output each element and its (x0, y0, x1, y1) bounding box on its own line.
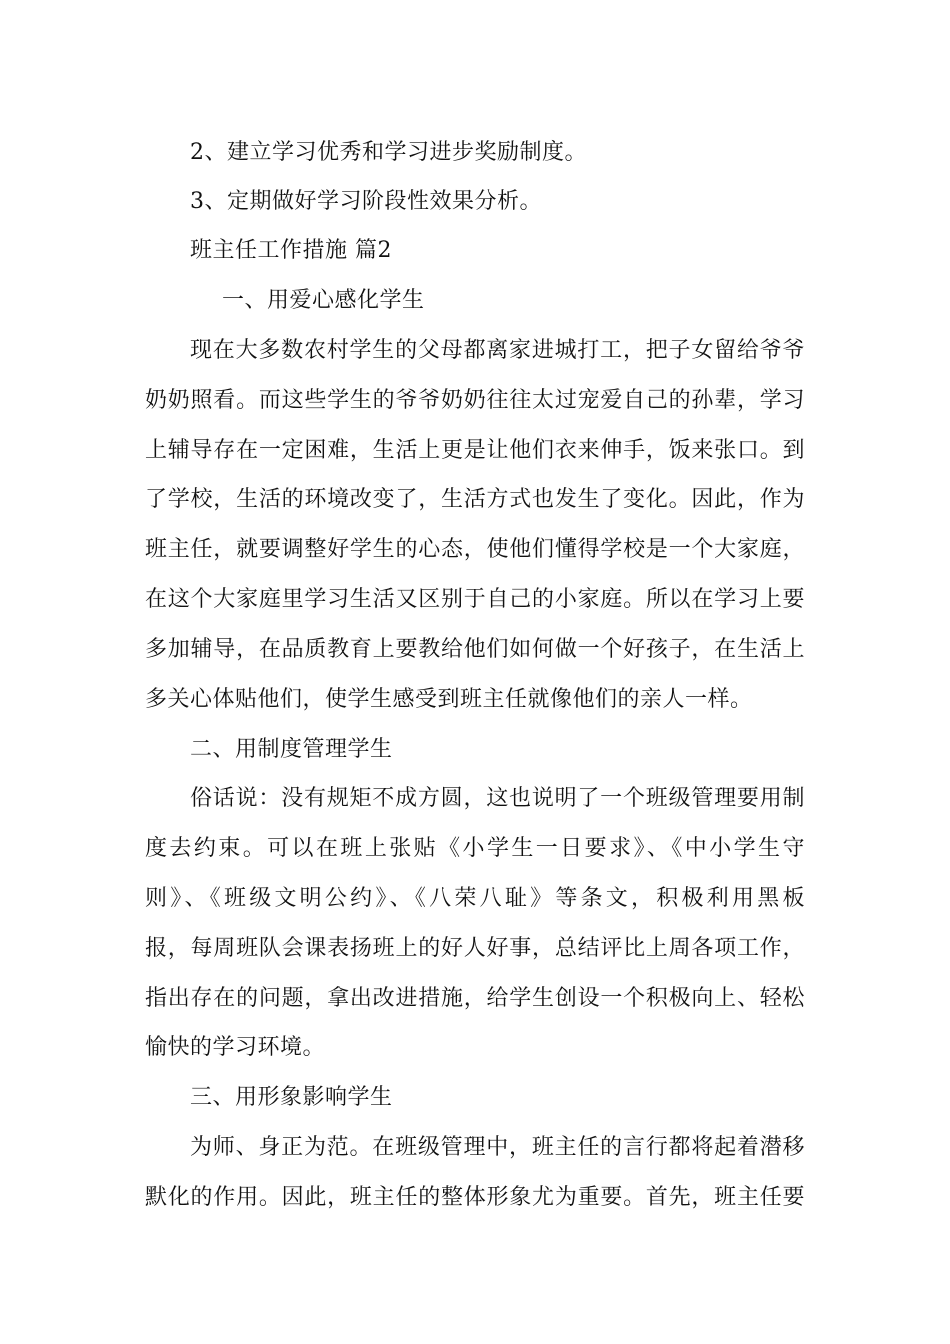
paragraph-line: 默化的作用。因此，班主任的整体形象尤为重要。首先，班主任要 (145, 1185, 805, 1210)
paragraph-line: 多关心体贴他们，使学生感受到班主任就像他们的亲人一样。 (145, 687, 753, 712)
list-item-analysis: 3、定期做好学习阶段性效果分析。 (190, 189, 542, 214)
paragraph-line: 俗话说：没有规矩不成方圆，这也说明了一个班级管理要用制 (190, 786, 805, 811)
section-title: 班主任工作措施 篇2 (190, 238, 392, 263)
list-item-reward-system: 2、建立学习优秀和学习进步奖励制度。 (190, 140, 587, 165)
paragraph-line: 为师、身正为范。在班级管理中，班主任的言行都将起着潜移 (190, 1135, 805, 1160)
paragraph-line: 现在大多数农村学生的父母都离家进城打工，把子女留给爷爷 (190, 338, 805, 363)
paragraph-line: 奶奶照看。而这些学生的爷爷奶奶往往太过宠爱自己的孙辈，学习 (145, 388, 805, 413)
paragraph-line: 在这个大家庭里学习生活又区别于自己的小家庭。所以在学习上要 (145, 587, 805, 612)
heading-love: 一、用爱心感化学生 (222, 288, 425, 313)
paragraph-line: 班主任，就要调整好学生的心态，使他们懂得学校是一个大家庭， (145, 537, 805, 562)
paragraph-line: 指出存在的问题，拿出改进措施，给学生创设一个积极向上、轻松 (145, 986, 805, 1011)
paragraph-line: 多加辅导，在品质教育上要教给他们如何做一个好孩子，在生活上 (145, 637, 805, 662)
paragraph-line: 度去约束。可以在班上张贴《小学生一日要求》、《中小学生守 (145, 836, 805, 861)
paragraph-line: 了学校，生活的环境改变了，生活方式也发生了变化。因此，作为 (145, 487, 805, 512)
paragraph-line: 愉快的学习环境。 (145, 1035, 326, 1060)
heading-image: 三、用形象影响学生 (190, 1085, 393, 1110)
heading-system: 二、用制度管理学生 (190, 737, 393, 762)
paragraph-line: 上辅导存在一定困难，生活上更是让他们衣来伸手，饭来张口。到 (145, 438, 805, 463)
paragraph-line: 则》、《班级文明公约》、《八荣八耻》等条文，积极利用黑板 (145, 886, 805, 911)
paragraph-line: 报，每周班队会课表扬班上的好人好事，总结评比上周各项工作， (145, 936, 805, 961)
